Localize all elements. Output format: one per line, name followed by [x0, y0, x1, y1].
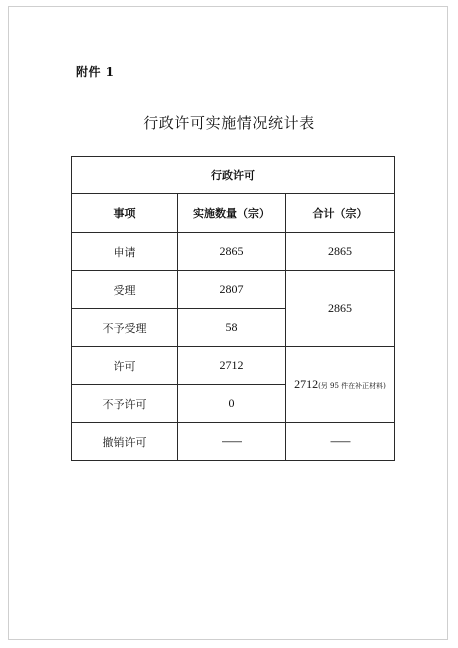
column-header-row: [72, 194, 395, 233]
row-item-label: 申请: [72, 233, 178, 271]
row-item-label: 不予受理: [72, 309, 178, 347]
row-item-label: 受理: [72, 271, 178, 309]
row-item-label: 撤销许可: [72, 423, 178, 461]
row-count-value: 0: [178, 385, 286, 423]
permit-total-value: 2712: [294, 377, 319, 391]
table-row: [72, 347, 395, 385]
row-total-value: 2865: [286, 233, 395, 271]
merged-permit-total: [286, 347, 395, 423]
table-row: [72, 271, 395, 309]
table-section-header-row: [72, 157, 395, 194]
permit-total-note: (另 95 件在补正材料): [318, 382, 386, 390]
column-header-total: 合计（宗）: [286, 194, 395, 233]
annex-label: 附件 1: [76, 65, 115, 79]
table-row: [72, 233, 395, 271]
column-header-count: 实施数量（宗）: [178, 194, 286, 233]
column-header-item: 事项: [72, 194, 178, 233]
table-row: [72, 423, 395, 461]
row-item-label: 不予许可: [72, 385, 178, 423]
merged-acceptance-total: 2865: [286, 271, 395, 347]
section-header: 行政许可: [72, 157, 395, 194]
row-count-value: 2712: [178, 347, 286, 385]
document-title: 行政许可实施情况统计表: [143, 114, 315, 132]
statistics-table: [71, 156, 395, 461]
row-total-value: ——: [286, 423, 395, 461]
row-count-value: ——: [178, 423, 286, 461]
row-count-value: 2865: [178, 233, 286, 271]
row-count-value: 2807: [178, 271, 286, 309]
row-count-value: 58: [178, 309, 286, 347]
row-item-label: 许可: [72, 347, 178, 385]
